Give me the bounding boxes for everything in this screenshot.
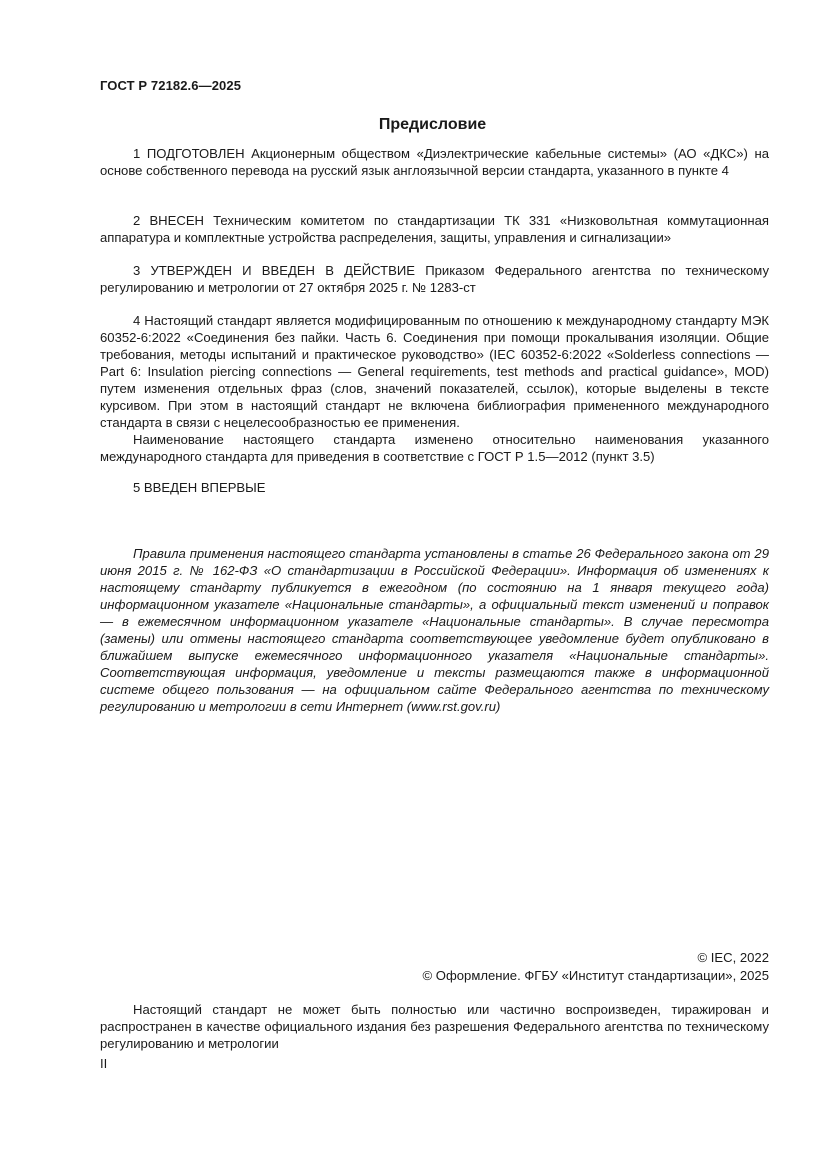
foreword-item-4-text: 4 Настоящий стандарт является модифицированным по отношению к международному стандарту МЭК 60352-6:2022 «Соединения без пайки. Часть 6. Соединения при помощи прокалывания изоляции. Общие требования, методы испытаний и практическое руководство» (IEC 60352-6:2022 «Solderless connections — Part 6: Insulation piercing connections — General requirements, test methods and practical guidance», MOD) путем изменения отдельных фраз (слов, значений показателей, ссылок), которые выделены в тексте курсивом. При этом в настоящий стандарт не включена библиография примененного международного стандарта в связи с нецелесообразностью ее применения. [100,313,769,430]
foreword-item-5-text: 5 ВВЕДЕН ВПЕРВЫЕ [133,480,266,495]
foreword-item-2-text: 2 ВНЕСЕН Техническим комитетом по стандартизации ТК 331 «Низковольтная коммутационная аппаратура и комплектные устройства распределения, защиты, управления и сигнализации» [100,213,769,245]
application-rules-notice [100,545,769,715]
reproduction-notice [100,1001,769,1052]
foreword-item-4 [100,312,769,465]
foreword-item-1-text: 1 ПОДГОТОВЛЕН Акционерным обществом «Диэлектрические кабельные системы» (АО «ДКС») на основе собственного перевода на русский язык англоязычной версии стандарта, указанного в пункте 4 [100,146,769,178]
foreword-item-5 [100,479,769,496]
copyright-design: © Оформление. ФГБУ «Институт стандартизации», 2025 [422,968,769,983]
foreword-item-3 [100,262,769,296]
foreword-item-1 [100,145,769,179]
document-code: ГОСТ Р 72182.6—2025 [100,78,242,93]
foreword-item-4-name-note: Наименование настоящего стандарта изменено относительно наименования указанного международного стандарта для приведения в соответствие с ГОСТ Р 1.5—2012 (пункт 3.5) [100,432,769,464]
foreword-item-3-text: 3 УТВЕРЖДЕН И ВВЕДЕН В ДЕЙСТВИЕ Приказом Федерального агентства по техническому регулированию и метрологии от 27 октября 2025 г. № 1283-ст [100,263,769,295]
copyright-block [100,949,769,985]
foreword-item-2 [100,212,769,246]
application-rules-text: Правила применения настоящего стандарта установлены в статье 26 Федерального закона от 29 июня 2015 г. № 162-ФЗ «О стандартизации в Российской Федерации». Информация об изменениях к настоящему стандарту публикуется в ежегодном (по состоянию на 1 января текущего года) информационном указателе «Национальные стандарты», а официальный текст изменений и поправок — в ежемесячном информационном указателе «Национальные стандарты». В случае пересмотра (замены) или отмены настоящего стандарта соответствующее уведомление будет опубликовано в ближайшем выпуске ежемесячного информационного указателя «Национальные стандарты». Соответствующая информация, уведомление и тексты размещаются также в информационной системе общего пользования — на официальном сайте Федерального агентства по техническому регулированию и метрологии в сети Интернет (www.rst.gov.ru) [100,546,769,714]
page-number: II [100,1056,108,1071]
page-title: Предисловие [378,116,487,133]
reproduction-notice-text: Настоящий стандарт не может быть полностью или частично воспроизведен, тиражирован и распространен в качестве официального издания без разрешения Федерального агентства по техническому регулированию и метрологии [100,1002,769,1051]
copyright-iec: © IEC, 2022 [697,950,769,965]
